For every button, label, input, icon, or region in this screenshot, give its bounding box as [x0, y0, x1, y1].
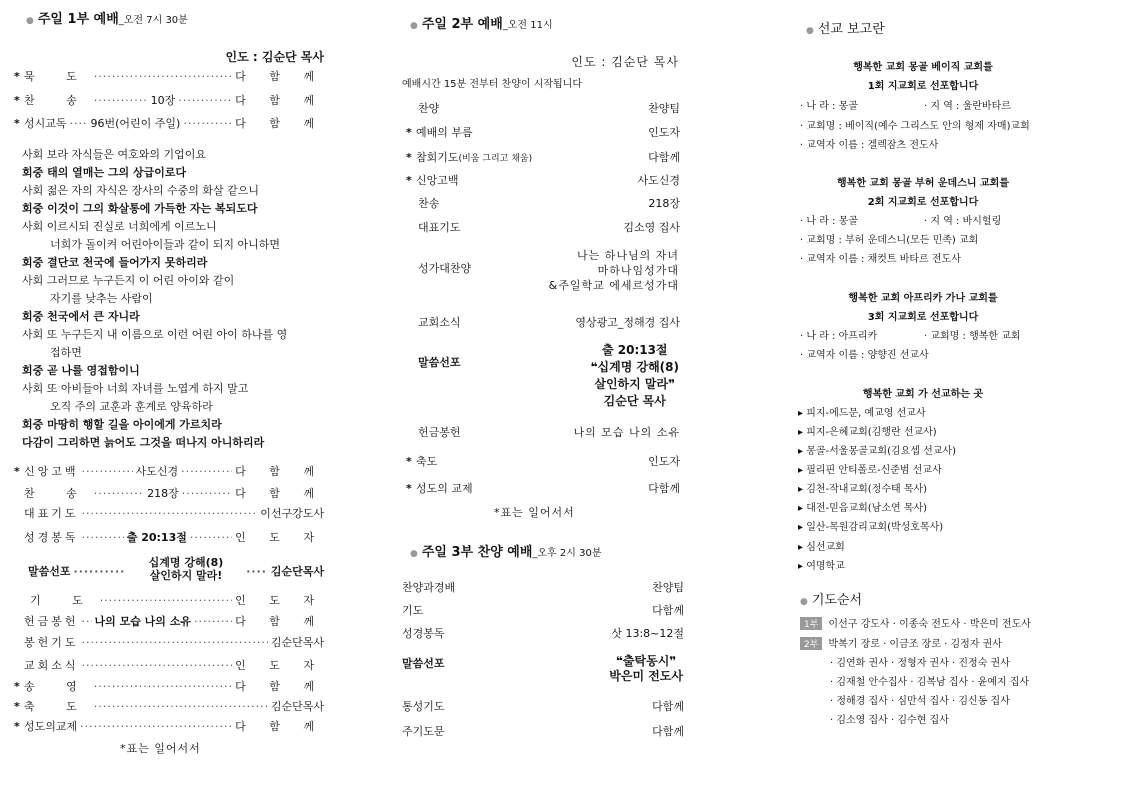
order-row: 봉헌기도 ····· 김순단목사 — [24, 634, 324, 650]
service-2-heading: ● 주일 2부 예배_오전 11시 — [410, 17, 553, 32]
order-label: 묵 도 — [24, 70, 91, 83]
order-row: 대표기도 ····· 이선구강도사 — [24, 505, 324, 521]
sermon-title-1: 십계명 강해(8) 살인하지 말라! — [126, 556, 246, 582]
order-row: 교회소식 ····· 인 도 자 — [24, 657, 324, 673]
s2-row: 대표기도 김소영 집사 — [418, 221, 680, 234]
service-1-time: _오전 7시 30분 — [118, 15, 188, 26]
s3-row: 성경봉독 삿 13:8~12절 — [402, 627, 684, 640]
service-badge: 2부 — [800, 637, 822, 650]
prayer-heading: ● 기도순서 — [800, 593, 863, 608]
prayer-line: 2부 박복기 장로 · 이금조 장로 · 김정자 권사 — [800, 635, 1002, 650]
s2-sermon-label: 말씀선포 — [418, 356, 461, 369]
s2-news-row: 교회소식 영상광고_정해경 집사 — [418, 316, 680, 329]
s2-row: * 예배의 부름 인도자 — [406, 126, 680, 139]
service-1-leader: 인도 : 김순단 목사 — [225, 50, 324, 64]
order-row: 찬 송 ····· 218장 ····· 다 함 께 — [24, 485, 324, 501]
order-row: * 성도의교제 ····· 다 함 께 — [14, 718, 324, 734]
s2-row: * 성도의 교제 다함께 — [406, 482, 680, 495]
order-row: * 신앙고백 ····· 사도신경 ····· 다 함 께 — [14, 463, 324, 479]
service-badge: 1부 — [800, 617, 822, 630]
bullet-icon: ● — [800, 597, 808, 607]
list-item: ▸ 몽골-서울몽골교회(김요셉 선교사) — [798, 446, 957, 457]
bullet-icon: ● — [410, 21, 418, 31]
list-item: ▸ 피지-은혜교회(김행란 선교사) — [798, 427, 937, 438]
order-row: 기 도 ····· 인 도 자 — [24, 592, 324, 608]
list-item: ▸ 대전-믿음교회(남소연 목사) — [798, 503, 928, 514]
s3-sermon-info: ❝출탁동시❞ 박은미 전도사 — [609, 654, 683, 683]
stand-note: *표는 일어서서 — [120, 742, 201, 755]
bullet-icon: ● — [806, 26, 814, 36]
list-item: ▸ 김천-작내교회(정수태 목사) — [798, 484, 928, 495]
s3-row: 기도 다함께 — [402, 604, 684, 617]
service-1-title: 주일 1부 예배 — [37, 12, 119, 27]
service-1-heading — [26, 8, 188, 27]
s2-row: 찬송 218장 — [418, 197, 680, 210]
s2-row: * 참회기도(비움 그리고 채움) 다함께 — [406, 151, 680, 164]
s2-row: 찬양 찬양팀 — [418, 102, 680, 115]
list-item: ▸ 피지-에드문, 예교영 선교사 — [798, 408, 926, 419]
choir-label: 성가대찬양 — [418, 262, 472, 275]
list-item: ▸ 일산-목원감리교회(박성호목사) — [798, 522, 944, 533]
choir-info: 나는 하나님의 자녀 마하나임성가대 &주일학교 에세르성가대 — [548, 249, 679, 292]
bullet-icon: ● — [410, 549, 418, 559]
bullet-icon: ● — [26, 16, 34, 26]
s3-row: 주기도문 다함께 — [402, 725, 684, 738]
s2-offer-row: 헌금봉헌 나의 모습 나의 소유 — [418, 426, 680, 439]
order-who: 다 함 께 — [235, 70, 324, 83]
prayer-line: 1부 이선구 강도사 · 이종숙 전도사 · 박은미 전도사 — [800, 615, 1031, 630]
order-row: * 송 영 ····· 다 함 께 — [14, 678, 324, 694]
list-item: ▸ 여명학교 — [798, 561, 845, 572]
pre-service-note: 예배시간 15분 전부터 찬양이 시작됩니다 — [402, 79, 582, 90]
order-row: * 묵 도 ····· 다 함 께 — [14, 68, 324, 84]
s3-row: 통성기도 다함께 — [402, 700, 684, 713]
list-item: ▸ 심선교회 — [798, 542, 845, 553]
s2-row: * 신앙고백 사도신경 — [406, 174, 680, 187]
order-row: * 성시교독 ····· 96번(어린이 주일) ····· 다 함 께 — [14, 115, 324, 131]
service-3-heading: ● 주일 3부 찬양 예배_오후 2시 30분 — [410, 545, 602, 560]
list-item: ▸ 필리핀 안티폴로-신준범 선교사 — [798, 465, 942, 476]
s3-row: 찬양과경배 찬양팀 — [402, 581, 684, 594]
s2-row: * 축도 인도자 — [406, 455, 680, 468]
order-row: 성경봉독 ····· 출 20:13절 ····· 인 도 자 — [24, 529, 324, 545]
order-row: 헌금봉헌 ····· 나의 모습 나의 소유 ····· 다 함 께 — [24, 613, 324, 629]
stand-note-2: *표는 일어서서 — [494, 506, 575, 519]
s2-sermon-info: 출 20:13절 ❝십계명 강해(8) 살인하지 말라❞ 김순단 목사 — [590, 343, 679, 408]
service-2-leader: 인도 : 김순단 목사 — [571, 55, 679, 69]
order-row-sermon: 말씀선포 ····· ····· 김순단목사 — [28, 563, 324, 579]
order-row: * 축 도 ····· 김순단목사 — [14, 698, 324, 714]
order-row: * 찬 송 ····· 10장 ····· 다 함 께 — [14, 92, 324, 108]
mission-heading: ● 선교 보고란 — [806, 22, 885, 37]
s3-sermon-label: 말씀선포 — [402, 657, 445, 670]
